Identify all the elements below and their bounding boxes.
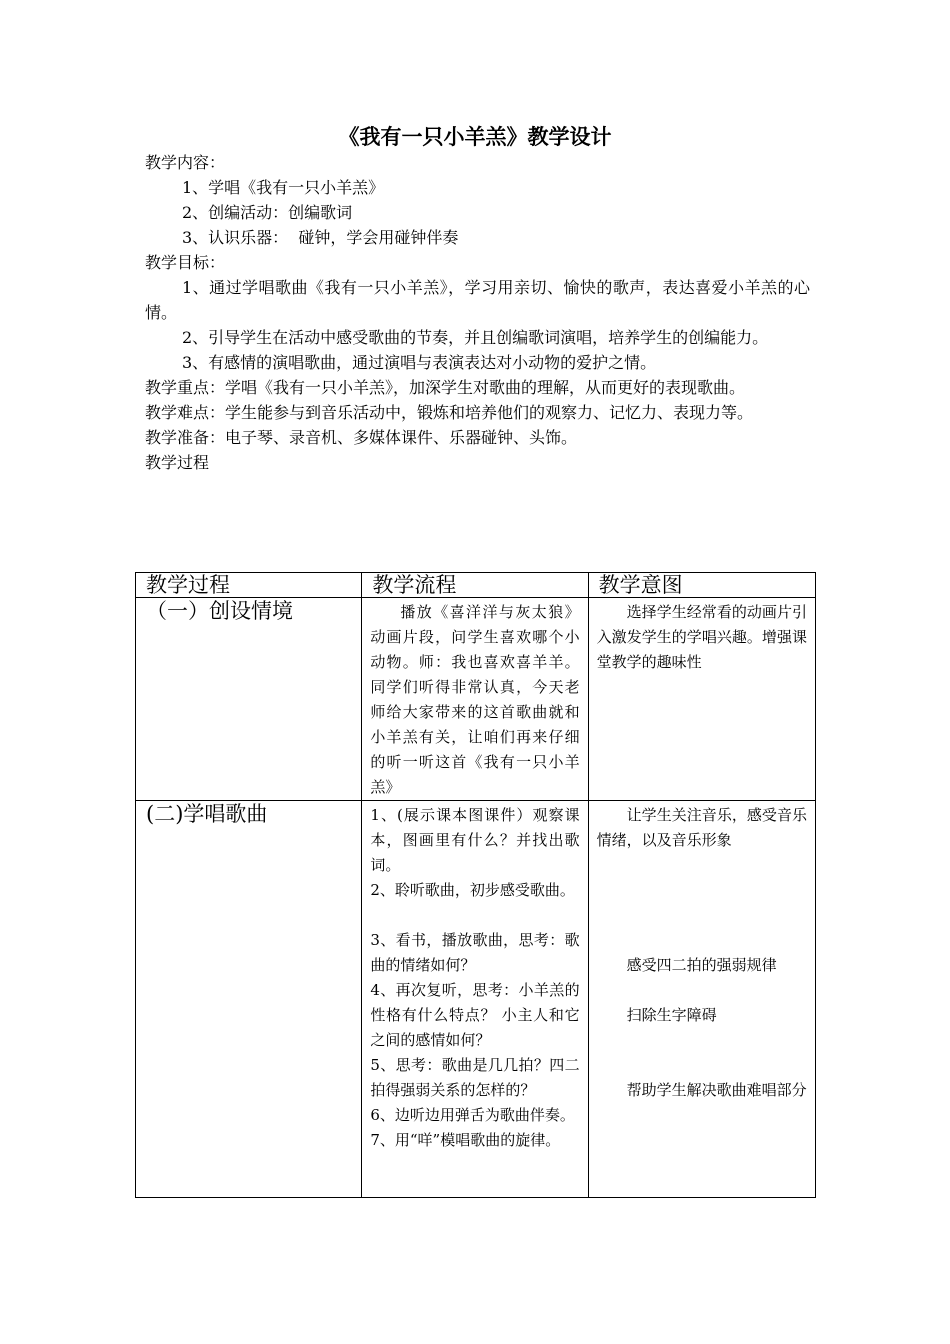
table-header: 教学流程 xyxy=(362,573,588,598)
preparation: 教学准备：电子琴、录音机、多媒体课件、乐器碰钟、头饰。 xyxy=(145,428,578,447)
goal-item: 3、有感情的演唱歌曲，通过演唱与表演表达对小动物的爱护之情。 xyxy=(182,353,657,372)
flow-text: 播放《喜洋洋与灰太狼》动画片段，问学生喜欢哪个小动物。师：我也喜欢喜羊羊。同学们听得非常认真，今天老师给大家带来的这首歌曲就和小羊羔有关，让咱们再来仔细的听一听这首《我有一只小羊羔》 xyxy=(370,603,580,796)
flow-step: 5、思考：歌曲是几几拍？四二拍得强弱关系的怎样的？ xyxy=(370,1056,580,1099)
table-row xyxy=(136,598,816,801)
content-item: 1、学唱《我有一只小羊羔》 xyxy=(182,178,385,197)
table-header: 教学过程 xyxy=(136,573,362,598)
intent-text: 选择学生经常看的动画片引入激发学生的学唱兴趣。增强课堂教学的趣味性 xyxy=(596,603,807,671)
key-point: 教学重点：学唱《我有一只小羊羔》，加深学生对歌曲的理解，从而更好的表现歌曲。 xyxy=(145,378,746,397)
table-header-row xyxy=(136,573,816,598)
flow-step: 7、用“咩”模唱歌曲的旋律。 xyxy=(370,1131,561,1149)
stage-label: （一）创设情境 xyxy=(146,599,293,623)
intent-cell xyxy=(588,801,815,1198)
flow-step: 1、(展示课本图课件）观察课本，图画里有什么？并找出歌词。 xyxy=(370,806,580,874)
document-title: 《我有一只小羊羔》教学设计 xyxy=(338,124,612,149)
goal-item: 2、引导学生在活动中感受歌曲的节奏，并且创编歌词演唱，培养学生的创编能力。 xyxy=(182,328,769,347)
content-heading: 教学内容： xyxy=(145,153,226,172)
intent-note: 感受四二拍的强弱规律 xyxy=(626,956,777,974)
flow-cell xyxy=(362,801,588,1198)
flow-step: 3、看书，播放歌曲，思考：歌曲的情绪如何？ xyxy=(370,931,580,974)
stage-label: (二)学唱歌曲 xyxy=(146,802,268,826)
process-heading: 教学过程 xyxy=(145,453,210,472)
teaching-process-table xyxy=(135,572,816,1198)
content-item: 3、认识乐器： 碰钟，学会用碰钟伴奏 xyxy=(182,228,459,247)
stage-cell xyxy=(136,801,362,1198)
flow-step: 2、聆听歌曲，初步感受歌曲。 xyxy=(370,881,575,899)
intent-note: 让学生关注音乐，感受音乐情绪，以及音乐形象 xyxy=(596,806,807,849)
intent-cell xyxy=(588,598,815,801)
flow-cell xyxy=(362,598,588,801)
intent-note: 扫除生字障碍 xyxy=(626,1006,717,1024)
table-row xyxy=(136,801,816,1198)
document-body xyxy=(145,150,810,475)
table-header: 教学意图 xyxy=(588,573,815,598)
intent-note: 帮助学生解决歌曲难唱部分 xyxy=(626,1081,807,1099)
content-item: 2、创编活动：创编歌词 xyxy=(182,203,353,222)
flow-list xyxy=(362,801,587,1153)
goals-heading: 教学目标： xyxy=(145,253,226,272)
difficulty: 教学难点：学生能参与到音乐活动中，锻炼和培养他们的观察力、记忆力、表现力等。 xyxy=(145,403,754,422)
flow-step: 4、再次复听，思考：小羊羔的性格有什么特点？ 小主人和它之间的感情如何？ xyxy=(370,981,580,1049)
intent-list xyxy=(589,801,815,1103)
goal-item: 1、通过学唱歌曲《我有一只小羊羔》，学习用亲切、愉快的歌声，表达喜爱小羊羔的心情。 xyxy=(145,278,810,322)
stage-cell xyxy=(136,598,362,801)
flow-step: 6、边听边用弹舌为歌曲伴奏。 xyxy=(370,1106,575,1124)
